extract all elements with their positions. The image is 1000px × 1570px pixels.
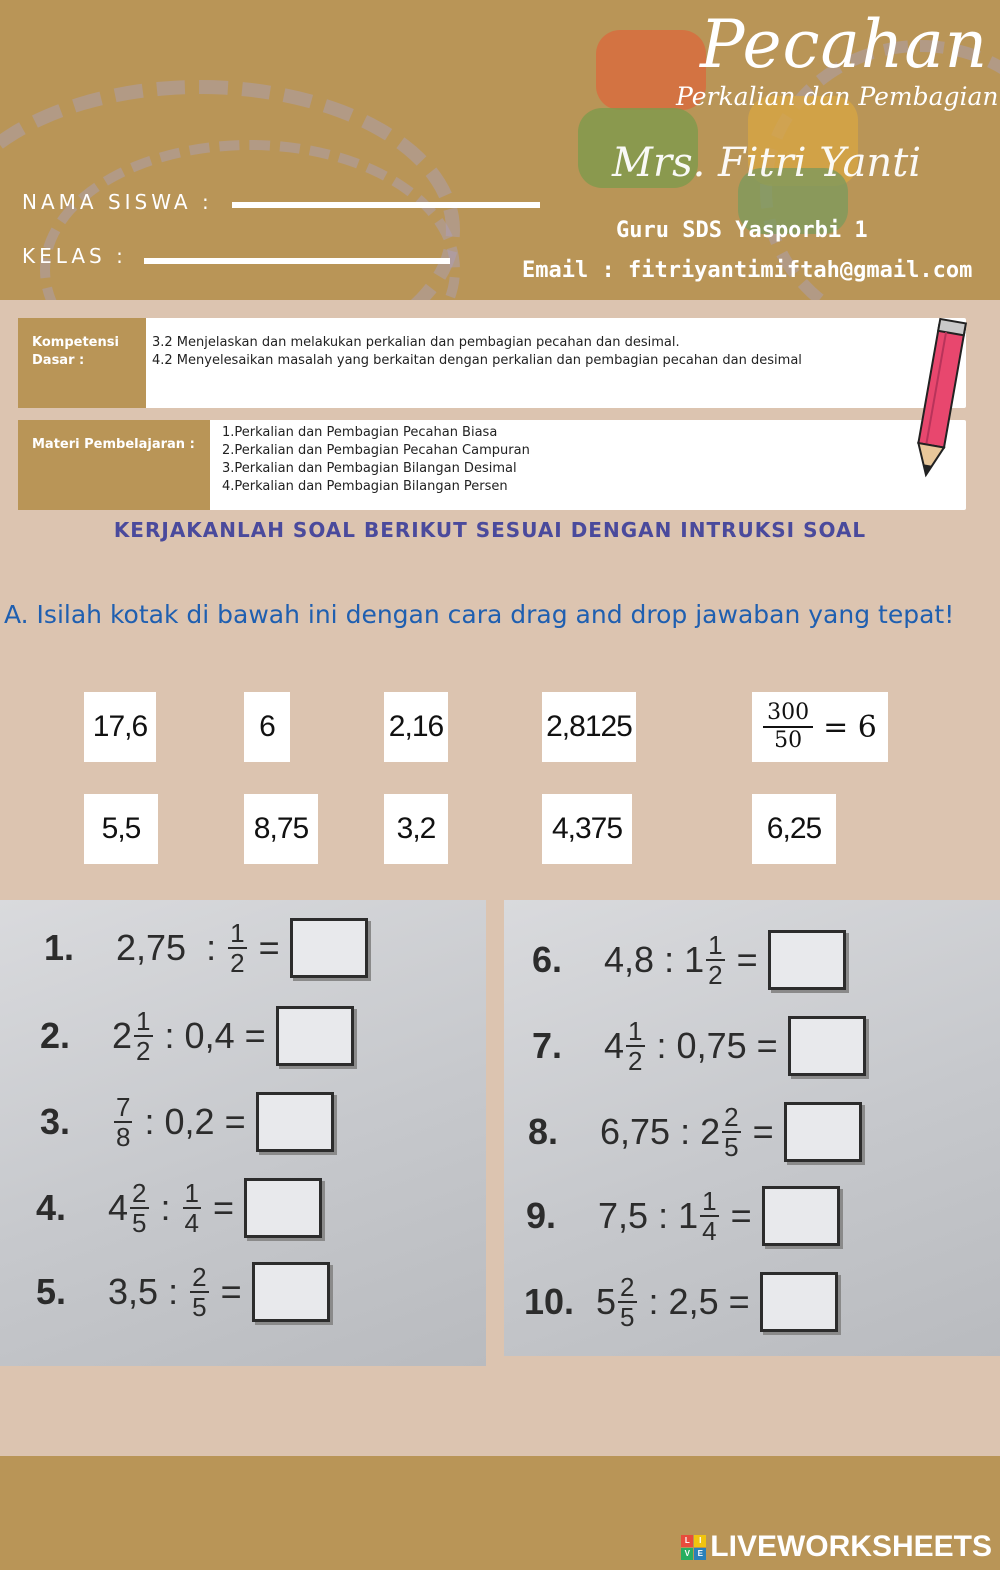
problem-number: 5. xyxy=(36,1271,67,1312)
answer-tile[interactable]: 2,16 xyxy=(384,692,448,762)
problem-whole: 1 xyxy=(678,1195,699,1236)
drop-box-6[interactable] xyxy=(768,930,846,990)
answer-tile[interactable]: 6 xyxy=(244,692,290,762)
problem-fraction xyxy=(183,1179,201,1237)
problem-operator: : xyxy=(680,1111,691,1152)
fraction-denominator: 5 xyxy=(620,1302,635,1332)
problem-fraction xyxy=(114,1093,132,1151)
fraction-numerator: 7 xyxy=(116,1092,131,1122)
problem-operator: : xyxy=(160,1187,171,1228)
drop-box-1[interactable] xyxy=(290,918,368,978)
problem-operand: 6,75 xyxy=(600,1111,671,1152)
problem-operator: : xyxy=(658,1195,669,1236)
fraction-denominator: 2 xyxy=(136,1036,151,1066)
fraction-denominator: 4 xyxy=(184,1208,200,1238)
answer-tile[interactable]: 8,75 xyxy=(244,794,318,864)
problem-5 xyxy=(36,1262,330,1322)
problem-4 xyxy=(36,1178,322,1238)
problem-number: 2. xyxy=(40,1015,71,1056)
problem-equals: = xyxy=(224,1101,246,1142)
drop-box-7[interactable] xyxy=(788,1016,866,1076)
logo-letter: E xyxy=(694,1548,706,1560)
problem-10 xyxy=(524,1272,838,1332)
page-title: Pecahan xyxy=(700,6,989,83)
problem-operand: 0,2 xyxy=(164,1101,215,1142)
problem-fraction xyxy=(618,1273,636,1331)
problem-whole: 4 xyxy=(604,1025,625,1066)
drop-box-9[interactable] xyxy=(762,1186,840,1246)
kompetensi-text xyxy=(152,334,902,370)
problem-operator: : xyxy=(206,927,217,968)
kompetensi-tag xyxy=(18,318,146,408)
problem-operand: 2,5 xyxy=(668,1281,719,1322)
drop-box-5[interactable] xyxy=(252,1262,330,1322)
answer-fraction-result: = 6 xyxy=(823,709,877,745)
problem-equals: = xyxy=(213,1187,235,1228)
answer-fraction xyxy=(763,700,813,754)
answer-tile[interactable]: 2,8125 xyxy=(542,692,636,762)
drop-box-3[interactable] xyxy=(256,1092,334,1152)
problem-fraction xyxy=(228,919,246,977)
fraction-numerator: 1 xyxy=(702,1186,717,1216)
answer-tile[interactable]: 6,25 xyxy=(752,794,836,864)
liveworksheets-logo-icon xyxy=(681,1535,706,1560)
problem-fraction xyxy=(626,1017,644,1075)
fraction-denominator: 5 xyxy=(192,1292,207,1322)
problem-operand: 2,75 xyxy=(116,927,187,968)
problem-1 xyxy=(44,918,368,978)
materi-tag-text: Materi Pembelajaran : xyxy=(32,437,195,452)
footer-bar xyxy=(0,1456,1000,1570)
fraction-numerator: 2 xyxy=(620,1272,635,1302)
kompetensi-line: 3.2 Menjelaskan dan melakukan perkalian dan pembagian pecahan dan desimal. xyxy=(152,335,680,350)
fraction-denominator: 2 xyxy=(708,960,723,990)
header-banner xyxy=(0,0,1000,300)
problem-operand: 4,8 xyxy=(604,939,655,980)
fraction-numerator: 1 xyxy=(708,930,723,960)
logo-letter: L xyxy=(681,1535,693,1547)
problem-number: 1. xyxy=(44,927,75,968)
problem-fraction xyxy=(706,931,724,989)
materi-text xyxy=(222,424,842,496)
problem-whole: 2 xyxy=(112,1015,133,1056)
problem-fraction xyxy=(700,1187,718,1245)
problem-operator: : xyxy=(144,1101,155,1142)
problem-equals: = xyxy=(730,1195,752,1236)
fraction-numerator: 2 xyxy=(132,1178,147,1208)
problem-number: 3. xyxy=(40,1101,71,1142)
problem-operator: : xyxy=(648,1281,659,1322)
answer-tile[interactable]: 3,2 xyxy=(384,794,448,864)
teacher-name: Mrs. Fitri Yanti xyxy=(612,140,922,186)
fraction-numerator: 1 xyxy=(184,1178,200,1208)
fraction-denominator: 2 xyxy=(628,1046,643,1076)
fraction-denominator: 8 xyxy=(116,1122,131,1152)
drop-box-4[interactable] xyxy=(244,1178,322,1238)
problem-whole: 2 xyxy=(700,1111,721,1152)
answer-tile[interactable]: 17,6 xyxy=(84,692,156,762)
fraction-numerator: 2 xyxy=(724,1102,739,1132)
fraction-numerator: 1 xyxy=(628,1016,643,1046)
problem-operator: : xyxy=(168,1271,179,1312)
problem-3 xyxy=(40,1092,334,1152)
fraction-numerator: 2 xyxy=(192,1262,207,1292)
answer-tile[interactable]: 5,5 xyxy=(84,794,158,864)
problem-9 xyxy=(526,1186,840,1246)
kompetensi-line: 4.2 Menyelesaikan masalah yang berkaitan dengan perkalian dan pembagian pecahan dan desimal xyxy=(152,353,802,368)
materi-line: 3.Perkalian dan Pembagian Bilangan Desimal xyxy=(222,461,517,476)
materi-line: 2.Perkalian dan Pembagian Pecahan Campuran xyxy=(222,443,530,458)
problem-number: 4. xyxy=(36,1187,67,1228)
fraction-denominator: 2 xyxy=(230,948,245,978)
problem-operator: : xyxy=(656,1025,667,1066)
brand-text: LIVEWORKSHEETS xyxy=(710,1530,992,1563)
drop-box-8[interactable] xyxy=(784,1102,862,1162)
page-subtitle: Perkalian dan Pembagian xyxy=(676,82,999,111)
fraction-denominator: 5 xyxy=(132,1208,147,1238)
answer-tile[interactable]: 4,375 xyxy=(542,794,632,864)
drop-box-10[interactable] xyxy=(760,1272,838,1332)
logo-letter: V xyxy=(681,1548,693,1560)
problem-6 xyxy=(532,930,846,990)
problem-operator: : xyxy=(164,1015,175,1056)
problem-fraction xyxy=(190,1263,208,1321)
problem-number: 6. xyxy=(532,939,563,980)
question-a-text: A. Isilah kotak di bawah ini dengan cara drag and drop jawaban yang tepat! xyxy=(4,600,955,629)
problem-fraction xyxy=(722,1103,740,1161)
problem-equals: = xyxy=(756,1025,778,1066)
problem-operand: 0,4 xyxy=(184,1015,235,1056)
class-input[interactable] xyxy=(144,258,450,264)
problem-2 xyxy=(40,1006,354,1066)
fraction-denominator: 4 xyxy=(702,1216,717,1246)
problem-operand: 0,75 xyxy=(676,1025,747,1066)
materi-line: 4.Perkalian dan Pembagian Bilangan Persen xyxy=(222,479,508,494)
problem-whole: 5 xyxy=(596,1281,617,1322)
class-label: KELAS : xyxy=(22,244,127,268)
liveworksheets-logo[interactable] xyxy=(681,1530,992,1564)
drop-box-2[interactable] xyxy=(276,1006,354,1066)
instruction-heading: KERJAKANLAH SOAL BERIKUT SESUAI DENGAN INTRUKSI SOAL xyxy=(113,518,867,542)
problem-equals: = xyxy=(728,1281,750,1322)
pencil-icon xyxy=(904,316,974,486)
answer-tile[interactable] xyxy=(752,692,888,762)
problem-number: 7. xyxy=(532,1025,563,1066)
problem-equals: = xyxy=(244,1015,266,1056)
student-name-label: NAMA SISWA : xyxy=(22,190,213,214)
kompetensi-tag-text: Kompetensi Dasar : xyxy=(32,335,119,368)
problem-whole: 4 xyxy=(108,1187,129,1228)
student-name-input[interactable] xyxy=(232,202,540,208)
school-name: Guru SDS Yasporbi 1 xyxy=(616,218,868,243)
problem-7 xyxy=(532,1016,866,1076)
problem-fraction xyxy=(130,1179,148,1237)
fraction-numerator: 1 xyxy=(136,1006,151,1036)
problem-number: 8. xyxy=(528,1111,559,1152)
problem-operand: 3,5 xyxy=(108,1271,159,1312)
problem-equals: = xyxy=(258,927,280,968)
materi-tag xyxy=(18,420,210,510)
problem-operand: 7,5 xyxy=(598,1195,649,1236)
problem-number: 9. xyxy=(526,1195,557,1236)
problem-8 xyxy=(528,1102,862,1162)
logo-letter: I xyxy=(694,1535,706,1547)
fraction-denominator: 50 xyxy=(774,728,803,753)
teacher-email: Email : fitriyantimiftah@gmail.com xyxy=(522,258,973,283)
problem-equals: = xyxy=(220,1271,242,1312)
fraction-numerator: 1 xyxy=(230,918,245,948)
problem-whole: 1 xyxy=(684,939,705,980)
problem-equals: = xyxy=(736,939,758,980)
problem-number: 10. xyxy=(524,1281,575,1322)
problem-fraction xyxy=(134,1007,152,1065)
problem-equals: = xyxy=(752,1111,774,1152)
fraction-denominator: 5 xyxy=(724,1132,739,1162)
materi-line: 1.Perkalian dan Pembagian Pecahan Biasa xyxy=(222,425,498,440)
fraction-numerator: 300 xyxy=(763,700,813,728)
problem-operator: : xyxy=(664,939,675,980)
